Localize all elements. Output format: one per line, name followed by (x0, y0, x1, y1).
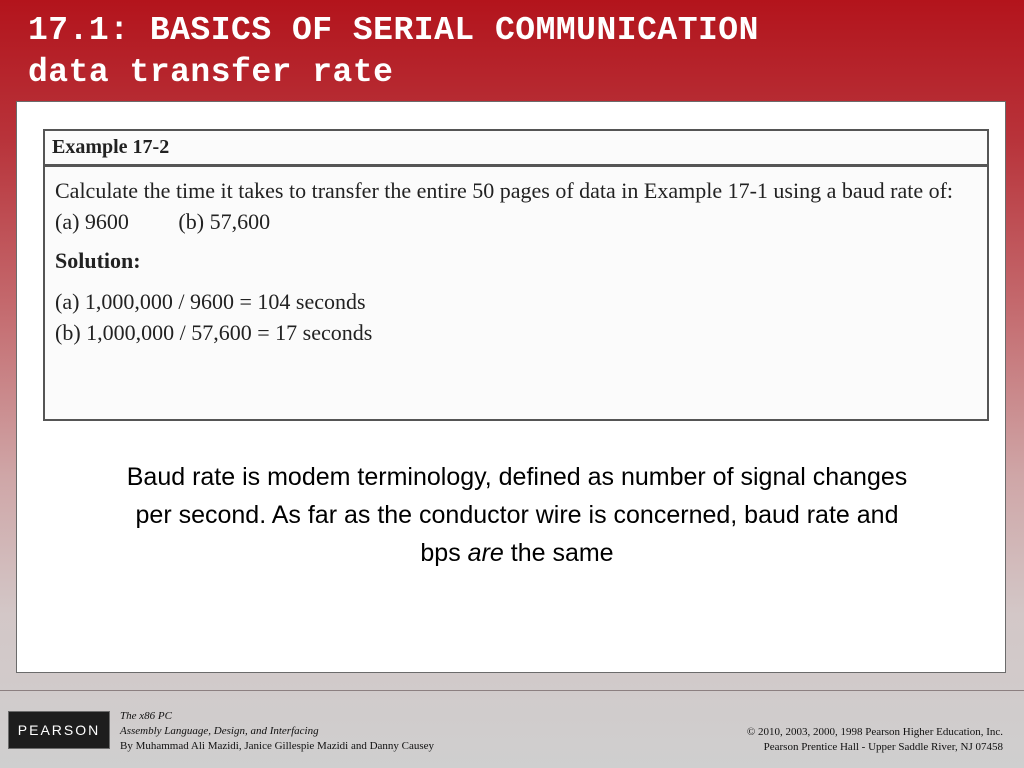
note-text-end: the same (503, 539, 614, 567)
pearson-logo: PEARSON (8, 711, 110, 749)
book-title: The x86 PC (120, 710, 172, 722)
book-info (120, 709, 434, 754)
footer-divider (0, 690, 1024, 691)
example-options: (a) 9600 (b) 57,600 (55, 209, 271, 234)
solution-answer-a: (a) 1,000,000 / 9600 = 104 seconds (55, 289, 366, 314)
slide-title-line-2: data transfer rate (28, 54, 394, 91)
slide-content-panel (16, 101, 1006, 673)
copyright-notice (747, 725, 1003, 755)
example-box (43, 129, 989, 421)
baud-rate-note (117, 458, 917, 572)
example-divider (45, 164, 987, 167)
copyright-line-2: Pearson Prentice Hall - Upper Saddle River, NJ 07458 (763, 741, 1003, 753)
note-emphasis: are (467, 539, 504, 567)
example-heading: Example 17-2 (52, 136, 170, 158)
book-authors: By Muhammad Ali Mazidi, Janice Gillespie Mazidi and Danny Causey (120, 740, 435, 752)
copyright-line-1: © 2010, 2003, 2000, 1998 Pearson Higher Education, Inc. (746, 726, 1003, 738)
note-text: Baud rate is modem terminology, defined as number of signal changes per second. As far as the conductor wire is concerned, baud rate and bps (126, 463, 908, 567)
example-question: Calculate the time it takes to transfer the entire 50 pages of data in Example 17-1 using a baud rate of: (55, 178, 954, 203)
solution-heading: Solution: (55, 248, 141, 273)
slide-title (28, 10, 1008, 94)
slide-title-line-1: 17.1: BASICS OF SERIAL COMMUNICATION (28, 12, 759, 49)
solution-answer-b: (b) 1,000,000 / 57,600 = 17 seconds (55, 320, 373, 345)
example-body (55, 175, 980, 348)
book-subtitle: Assembly Language, Design, and Interfacing (120, 725, 319, 737)
